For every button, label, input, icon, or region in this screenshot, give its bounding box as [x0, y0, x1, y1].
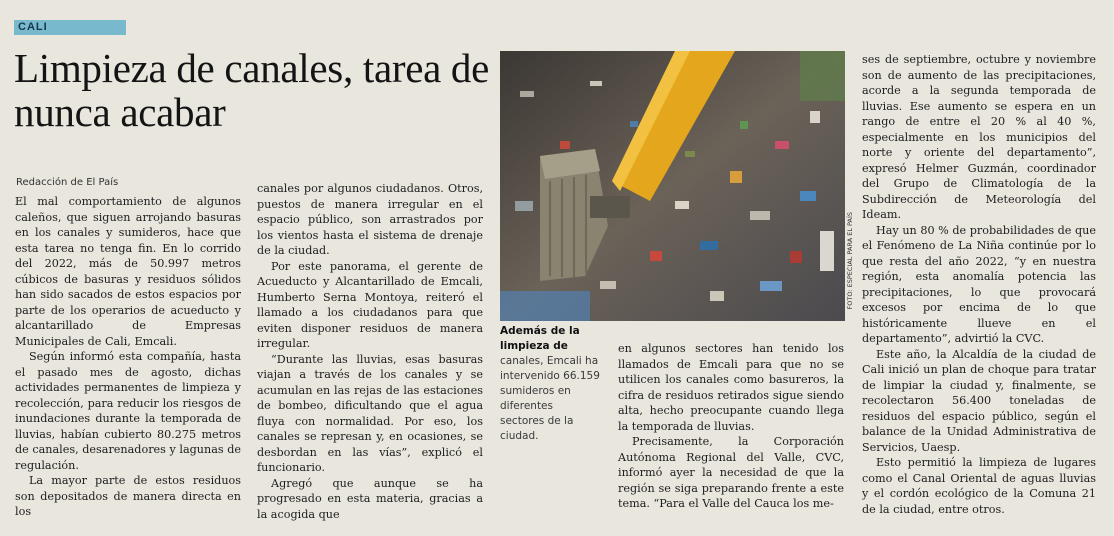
headline: Limpieza de canales, tarea de nunca acabar — [14, 45, 490, 135]
caption-text: canales, Emcali ha intervenido 66.159 sumideros en diferentes sectores de la ciudad. — [500, 355, 600, 442]
paragraph: El mal comportamiento de algunos caleños, que siguen arrojando basuras en los canales y sumideros, hace que esta tarea no tenga fin. En lo corrido del 2022, más de 50.997 metros cúbicos de basuras y residuos sólidos han sido sacados de estos espacios por parte de los operarios de acueducto y alcantarillado de Empresas Municipales de Cali, Emcali. — [15, 195, 241, 348]
article-column-1 — [15, 194, 241, 520]
excavator-photo — [500, 51, 845, 321]
paragraph: Agregó que aunque se ha progresado en esta materia, gracias a la acogida que — [257, 476, 483, 521]
paragraph: Precisamente, la Corporación Autónoma Regional del Valle, CVC, informó ayer la necesidad de que la región se siga preparando frente a este tema. “Para el Valle del Cauca los me- — [618, 435, 844, 510]
article-column-4 — [862, 52, 1096, 517]
article-column-3 — [618, 341, 844, 512]
article-column-2 — [257, 181, 483, 522]
paragraph: ses de septiembre, octubre y noviembre son de aumento de las precipitaciones, acorde a la segunda temporada de lluvias. Ese aumento se espera en un rango de entre el 20 % al 40 %, especialmente en los municipios del norte y oriente del departamento”, expresó Helmer Guzmán, coordinador del Grupo de Climatología de la Subdirección de Meteorología del Ideam. — [862, 53, 1096, 221]
paragraph: Por este panorama, el gerente de Acueducto y Alcantarillado de Emcali, Humberto Serna Montoya, reiteró el llamado a los ciudadanos para que eviten disponer residuos de manera irregular. — [257, 259, 483, 350]
paragraph: Según informó esta compañía, hasta el pasado mes de agosto, dichas actividades permanentes de limpieza y recolección, para reducir los riesgos de inundaciones durante la temporada de lluvias, habían cubierto 80.275 metros de canales, desarenadores y lagunas de regulación. — [15, 350, 241, 472]
paragraph: Esto permitió la limpieza de lugares como el Canal Oriental de aguas lluvias y el cordón ecológico de la Comuna 21 de la ciudad, entre otros. — [862, 456, 1096, 516]
photo-credit: FOTO: ESPECIAL PARA EL PAÍS — [846, 212, 854, 310]
paragraph: Hay un 80 % de probabilidades de que el Fenómeno de La Niña continúe por lo que resta del año 2022, “y en nuestra región, esta anomalía potencia las precipitaciones, lo que provocará excesos por encima de lo que históricamente llueve en el departamento”, advirtió la CVC. — [862, 223, 1096, 345]
byline: Redacción de El País — [16, 177, 119, 188]
section-label: CALI — [14, 20, 126, 35]
photo-caption — [500, 324, 600, 444]
paragraph: “Durante las lluvias, esas basuras viajan a través de los canales y se acumulan en las rejas de las estaciones de bombeo, dificultando que el agua fluya con normalidad. Por eso, los canales se represan y, en ocasiones, se desbordan en las vías”, explicó el funcionario. — [257, 352, 483, 474]
caption-lead: Además de la limpieza de — [500, 325, 580, 352]
excavator-garbage-image — [500, 51, 845, 321]
paragraph: Este año, la Alcaldía de la ciudad de Cali inició un plan de choque para tratar de limpiar la ciudad y, finalmente, se recolectaron 56.400 toneladas de residuos del espacio público, según el balance de la Unidad Administrativa de Servicios, Uaesp. — [862, 347, 1096, 454]
paragraph: canales por algunos ciudadanos. Otros, puestos de manera irregular en el espacio público, son arrastrados por los vientos hasta el sistema de drenaje de la ciudad. — [257, 182, 483, 257]
paragraph: La mayor parte de estos residuos son depositados de manera directa en los — [15, 474, 241, 518]
paragraph: en algunos sectores han tenido los llamados de Emcali para que no se utilicen los canales como basureros, la cifra de residuos retirados sigue siendo alta, hecho preocupante cuando llega la temporada de lluvias. — [618, 342, 844, 433]
